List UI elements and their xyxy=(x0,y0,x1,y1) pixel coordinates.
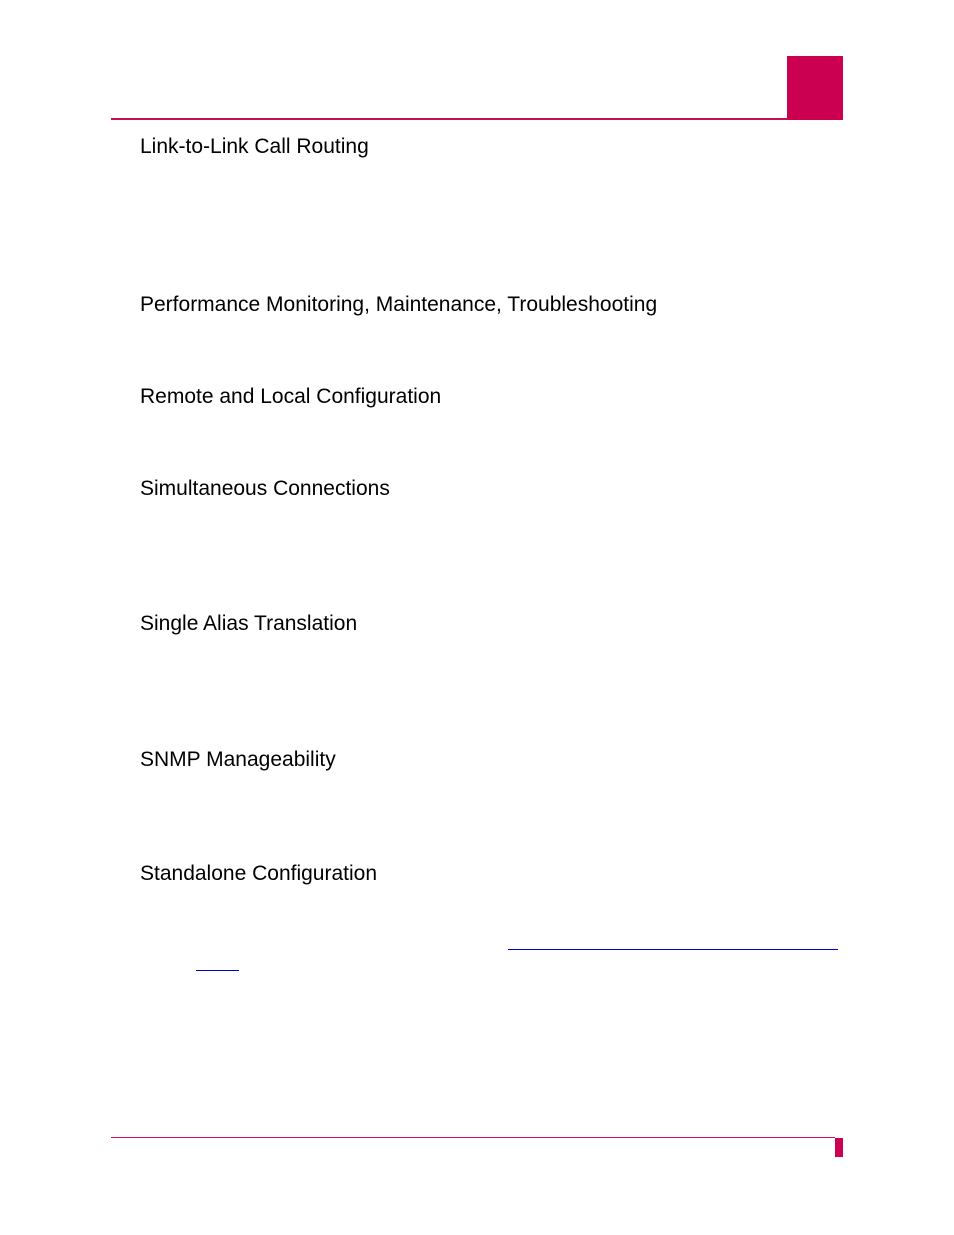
cross-reference-link[interactable] xyxy=(508,949,838,950)
chapter-tab-marker xyxy=(787,56,843,120)
section-heading-snmp-manageability: SNMP Manageability xyxy=(140,748,336,771)
cross-reference-link-continued[interactable] xyxy=(196,970,239,971)
footer-marker xyxy=(835,1138,843,1157)
footer-rule xyxy=(111,1137,835,1138)
section-heading-simultaneous-connections: Simultaneous Connections xyxy=(140,477,390,500)
section-heading-remote-local-configuration: Remote and Local Configuration xyxy=(140,385,442,408)
section-heading-single-alias-translation: Single Alias Translation xyxy=(140,612,358,635)
section-heading-link-to-link-call-routing: Link-to-Link Call Routing xyxy=(140,135,369,158)
section-heading-performance-monitoring: Performance Monitoring, Maintenance, Troubleshooting xyxy=(140,293,658,316)
section-heading-standalone-configuration: Standalone Configuration xyxy=(140,862,378,885)
header-rule xyxy=(111,118,787,120)
